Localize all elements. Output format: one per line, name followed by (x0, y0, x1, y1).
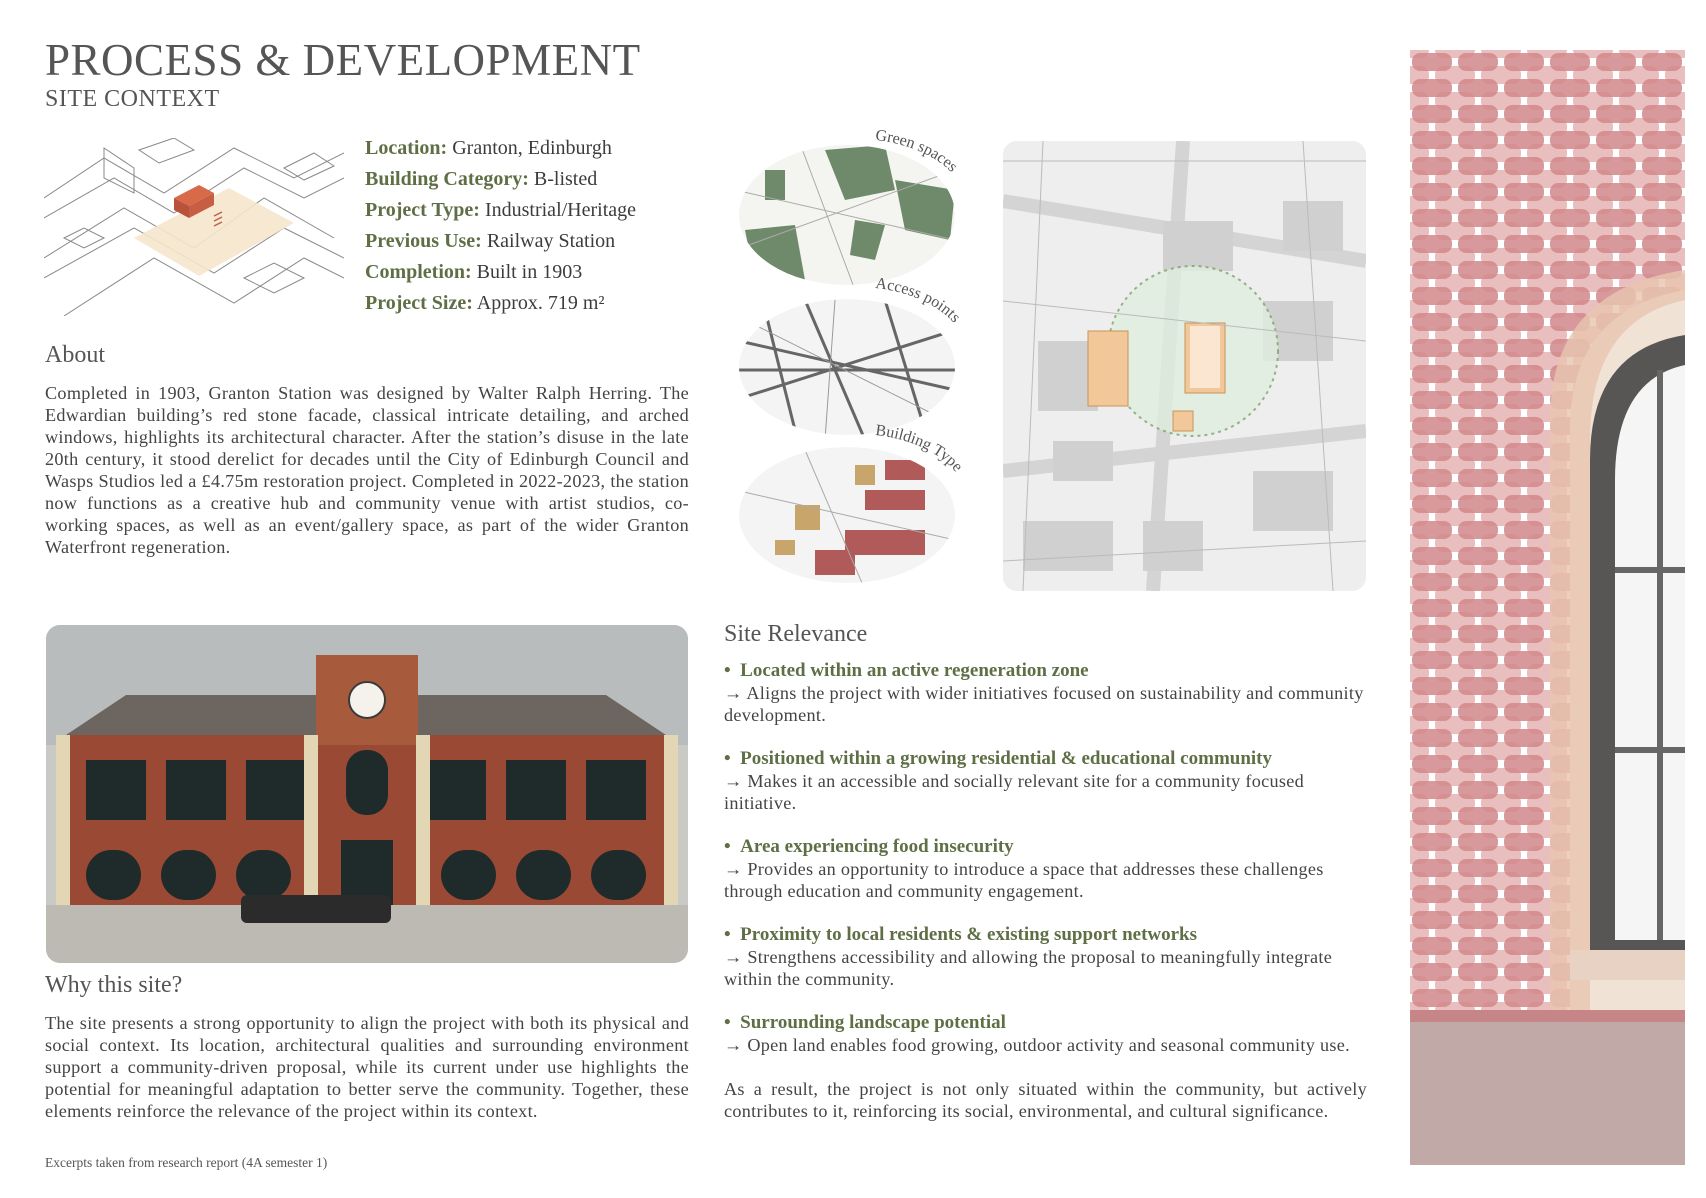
page-title: PROCESS & DEVELOPMENT (45, 35, 641, 85)
fact-label: Location: (365, 137, 448, 159)
granton-station-photo (46, 625, 688, 963)
relevance-item-body: → Strengthens accessibility and allowing the proposal to meaningfully integrate within the community. (724, 947, 1333, 989)
fact-label: Previous Use: (365, 230, 482, 252)
access-points-map (735, 299, 955, 440)
building-type-map (735, 447, 955, 590)
relevance-item: • Proximity to local residents & existing support networks → Strengthens accessibility and allowing the proposal to meaningfully integrate within the community. (724, 924, 1367, 990)
fact-value: B-listed (528, 168, 598, 190)
axonometric-site-diagram (44, 138, 344, 316)
project-facts-list (365, 133, 636, 319)
relevance-item: • Located within an active regeneration zone → Aligns the project with wider initiatives focused on sustainability and community development. (724, 660, 1367, 726)
brick-arch-illustration (1410, 50, 1685, 1165)
fact-label: Completion: (365, 261, 472, 283)
fact-previous-use (365, 226, 636, 257)
relevance-item: • Area experiencing food insecurity → Provides an opportunity to introduce a space that addresses these challenges through education and community engagement. (724, 836, 1367, 902)
relevance-heading: Site Relevance (724, 621, 868, 647)
relevance-item: • Positioned within a growing residential & educational community → Makes it an accessible and socially relevant site for a community focused initiative. (724, 748, 1367, 814)
fact-building-category (365, 164, 636, 195)
relevance-item-title: Surrounding landscape potential (740, 1012, 1006, 1033)
relevance-item-body: → Makes it an accessible and socially relevant site for a community focused initiative. (724, 771, 1305, 813)
access-points-label: Access points (874, 275, 964, 327)
why-heading: Why this site? (45, 972, 183, 998)
context-maps (735, 130, 995, 590)
relevance-item-title: Positioned within a growing residential & educational community (740, 748, 1273, 769)
about-text: Completed in 1903, Granton Station was designed by Walter Ralph Herring. The Edwardian building’s red stone facade, classical intricate detailing, and arched windows, highlights its architectural character. After the station’s disuse in the late 20th century, it stood derelict for decades until the City of Edinburgh Council and Wasps Studios led a £4.75m restoration project. Completed in 2022-2023, the station now functions as a creative hub and community venue with artist studios, co-working spaces, as well as an event/gallery space, as part of the wider Granton Waterfront regeneration. (45, 383, 689, 557)
relevance-item-body: → Aligns the project with wider initiatives focused on sustainability and community development. (724, 683, 1364, 725)
fact-label: Building Category: (365, 168, 529, 190)
relevance-item-title: Located within an active regeneration zone (740, 660, 1089, 681)
building-type-label: Building Type (874, 422, 966, 476)
why-text: The site presents a strong opportunity to align the project with both its physical and social context. Its location, architectural qualities and surrounding environment support a community-driven proposal, while its current under use highlights the potential for meaningful adaptation to better serve the community. Together, these elements reinforce the relevance of the project within its context. (45, 1013, 689, 1121)
page-subtitle: SITE CONTEXT (45, 86, 220, 112)
relevance-item: • Surrounding landscape potential → Open land enables food growing, outdoor activity and seasonal community use. (724, 1012, 1367, 1056)
fact-project-size (365, 288, 636, 319)
fact-value: Railway Station (481, 230, 616, 252)
fact-project-type (365, 195, 636, 226)
site-map (1003, 141, 1366, 591)
fact-location (365, 133, 636, 164)
green-spaces-label: Green spaces (874, 130, 961, 176)
fact-value: Granton, Edinburgh (447, 137, 612, 159)
relevance-item-body: → Open land enables food growing, outdoor activity and seasonal community use. (724, 1035, 1350, 1055)
relevance-item-body: → Provides an opportunity to introduce a space that addresses these challenges through education and community engagement. (724, 859, 1324, 901)
footnote: Excerpts taken from research report (4A semester 1) (45, 1155, 328, 1170)
relevance-item-title: Proximity to local residents & existing support networks (740, 924, 1198, 945)
about-heading: About (45, 342, 105, 368)
fact-value: Industrial/Heritage (479, 199, 637, 221)
fact-value: Approx. 719 m² (472, 292, 605, 314)
fact-value: Built in 1903 (471, 261, 583, 283)
fact-label: Project Type: (365, 199, 480, 221)
fact-completion (365, 257, 636, 288)
fact-label: Project Size: (365, 292, 473, 314)
relevance-conclusion: As a result, the project is not only situated within the community, but actively contributes to it, reinforcing its social, environmental, and cultural significance. (724, 1079, 1367, 1121)
relevance-item-title: Area experiencing food insecurity (740, 836, 1014, 857)
relevance-list (724, 660, 1367, 1122)
